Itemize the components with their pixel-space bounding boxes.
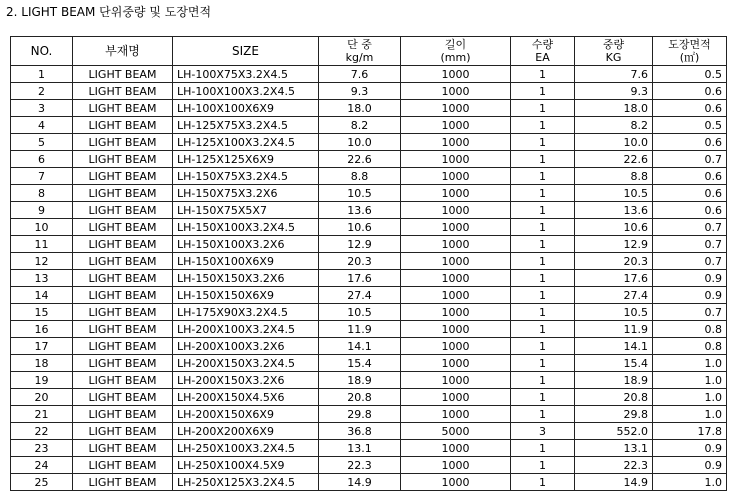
cell-size: LH-200X100X3.2X4.5 xyxy=(173,321,319,338)
col-header-paint-area xyxy=(653,37,727,66)
cell-size: LH-150X100X3.2X6 xyxy=(173,236,319,253)
cell-qty: 1 xyxy=(511,253,575,270)
cell-paint-area: 0.5 xyxy=(653,117,727,134)
table-row xyxy=(11,236,727,253)
qty-unit: EA xyxy=(535,51,550,64)
unit-weight-label: 단 중 xyxy=(347,38,372,51)
cell-paint-area: 0.6 xyxy=(653,83,727,100)
cell-length: 1000 xyxy=(401,117,511,134)
length-unit: (mm) xyxy=(440,51,471,64)
cell-qty: 1 xyxy=(511,100,575,117)
cell-size: LH-125X125X6X9 xyxy=(173,151,319,168)
cell-no: 24 xyxy=(11,457,73,474)
table-row xyxy=(11,83,727,100)
cell-weight: 8.2 xyxy=(575,117,653,134)
cell-length: 1000 xyxy=(401,338,511,355)
cell-member: LIGHT BEAM xyxy=(73,287,173,304)
cell-weight: 8.8 xyxy=(575,168,653,185)
cell-qty: 1 xyxy=(511,219,575,236)
cell-weight: 552.0 xyxy=(575,423,653,440)
cell-no: 3 xyxy=(11,100,73,117)
table-row xyxy=(11,219,727,236)
cell-weight: 14.9 xyxy=(575,474,653,491)
qty-label: 수량 xyxy=(531,38,554,51)
paint-area-label: 도장면적 xyxy=(668,38,711,51)
cell-paint-area: 0.7 xyxy=(653,219,727,236)
cell-member: LIGHT BEAM xyxy=(73,304,173,321)
cell-paint-area: 0.9 xyxy=(653,270,727,287)
cell-member: LIGHT BEAM xyxy=(73,253,173,270)
cell-length: 1000 xyxy=(401,287,511,304)
cell-weight: 15.4 xyxy=(575,355,653,372)
cell-weight: 20.8 xyxy=(575,389,653,406)
cell-weight: 10.6 xyxy=(575,219,653,236)
table-row xyxy=(11,389,727,406)
cell-paint-area: 1.0 xyxy=(653,389,727,406)
table-row xyxy=(11,185,727,202)
cell-length: 1000 xyxy=(401,457,511,474)
cell-weight: 10.5 xyxy=(575,304,653,321)
cell-qty: 1 xyxy=(511,304,575,321)
cell-unit-weight: 22.3 xyxy=(319,457,401,474)
cell-length: 1000 xyxy=(401,389,511,406)
col-header-member: 부재명 xyxy=(73,37,173,66)
cell-size: LH-150X100X3.2X4.5 xyxy=(173,219,319,236)
cell-size: LH-150X100X6X9 xyxy=(173,253,319,270)
weight-unit: KG xyxy=(605,51,622,64)
page-title: 2. LIGHT BEAM 단위중량 및 도장면적 xyxy=(6,5,212,19)
cell-member: LIGHT BEAM xyxy=(73,83,173,100)
cell-weight: 12.9 xyxy=(575,236,653,253)
cell-qty: 1 xyxy=(511,287,575,304)
cell-member: LIGHT BEAM xyxy=(73,202,173,219)
table-row xyxy=(11,440,727,457)
cell-paint-area: 0.6 xyxy=(653,100,727,117)
cell-no: 2 xyxy=(11,83,73,100)
cell-length: 1000 xyxy=(401,202,511,219)
cell-unit-weight: 11.9 xyxy=(319,321,401,338)
col-header-qty xyxy=(511,37,575,66)
cell-unit-weight: 20.3 xyxy=(319,253,401,270)
cell-unit-weight: 17.6 xyxy=(319,270,401,287)
table-row xyxy=(11,287,727,304)
cell-size: LH-100X100X6X9 xyxy=(173,100,319,117)
cell-weight: 18.0 xyxy=(575,100,653,117)
cell-size: LH-200X150X4.5X6 xyxy=(173,389,319,406)
table-row xyxy=(11,304,727,321)
table-row xyxy=(11,355,727,372)
col-header-no: NO. xyxy=(11,37,73,66)
cell-size: LH-125X100X3.2X4.5 xyxy=(173,134,319,151)
cell-unit-weight: 22.6 xyxy=(319,151,401,168)
cell-member: LIGHT BEAM xyxy=(73,66,173,83)
cell-no: 11 xyxy=(11,236,73,253)
cell-size: LH-150X75X3.2X6 xyxy=(173,185,319,202)
cell-member: LIGHT BEAM xyxy=(73,440,173,457)
cell-unit-weight: 27.4 xyxy=(319,287,401,304)
cell-size: LH-250X100X4.5X9 xyxy=(173,457,319,474)
cell-unit-weight: 13.6 xyxy=(319,202,401,219)
cell-no: 22 xyxy=(11,423,73,440)
cell-weight: 7.6 xyxy=(575,66,653,83)
cell-weight: 13.1 xyxy=(575,440,653,457)
cell-no: 20 xyxy=(11,389,73,406)
cell-member: LIGHT BEAM xyxy=(73,474,173,491)
weight-label: 중량 xyxy=(602,38,625,51)
cell-size: LH-250X125X3.2X4.5 xyxy=(173,474,319,491)
table-row xyxy=(11,66,727,83)
table-row xyxy=(11,338,727,355)
cell-weight: 9.3 xyxy=(575,83,653,100)
cell-length: 1000 xyxy=(401,253,511,270)
table-row xyxy=(11,372,727,389)
table-row xyxy=(11,270,727,287)
cell-length: 1000 xyxy=(401,406,511,423)
cell-no: 16 xyxy=(11,321,73,338)
cell-length: 1000 xyxy=(401,236,511,253)
cell-no: 8 xyxy=(11,185,73,202)
cell-unit-weight: 18.9 xyxy=(319,372,401,389)
cell-no: 4 xyxy=(11,117,73,134)
cell-length: 1000 xyxy=(401,168,511,185)
table-row xyxy=(11,100,727,117)
cell-no: 23 xyxy=(11,440,73,457)
header-row xyxy=(11,37,727,66)
cell-no: 17 xyxy=(11,338,73,355)
cell-unit-weight: 10.6 xyxy=(319,219,401,236)
cell-qty: 1 xyxy=(511,236,575,253)
cell-length: 1000 xyxy=(401,151,511,168)
cell-member: LIGHT BEAM xyxy=(73,406,173,423)
table-row xyxy=(11,474,727,491)
cell-size: LH-150X150X3.2X6 xyxy=(173,270,319,287)
cell-paint-area: 1.0 xyxy=(653,372,727,389)
cell-length: 1000 xyxy=(401,185,511,202)
unit-weight-unit: kg/m xyxy=(345,51,374,64)
cell-unit-weight: 15.4 xyxy=(319,355,401,372)
table-row xyxy=(11,406,727,423)
cell-no: 25 xyxy=(11,474,73,491)
cell-member: LIGHT BEAM xyxy=(73,117,173,134)
cell-qty: 1 xyxy=(511,389,575,406)
cell-size: LH-175X90X3.2X4.5 xyxy=(173,304,319,321)
cell-unit-weight: 14.9 xyxy=(319,474,401,491)
light-beam-table xyxy=(10,36,727,491)
cell-weight: 17.6 xyxy=(575,270,653,287)
cell-weight: 10.0 xyxy=(575,134,653,151)
cell-paint-area: 0.8 xyxy=(653,321,727,338)
cell-paint-area: 0.9 xyxy=(653,287,727,304)
cell-unit-weight: 29.8 xyxy=(319,406,401,423)
table-row xyxy=(11,321,727,338)
cell-unit-weight: 10.5 xyxy=(319,185,401,202)
cell-paint-area: 0.8 xyxy=(653,338,727,355)
col-header-length xyxy=(401,37,511,66)
cell-paint-area: 0.6 xyxy=(653,202,727,219)
cell-member: LIGHT BEAM xyxy=(73,168,173,185)
cell-paint-area: 0.7 xyxy=(653,253,727,270)
cell-weight: 13.6 xyxy=(575,202,653,219)
cell-size: LH-200X150X6X9 xyxy=(173,406,319,423)
table-row xyxy=(11,457,727,474)
cell-member: LIGHT BEAM xyxy=(73,423,173,440)
cell-unit-weight: 18.0 xyxy=(319,100,401,117)
cell-member: LIGHT BEAM xyxy=(73,151,173,168)
cell-member: LIGHT BEAM xyxy=(73,372,173,389)
cell-weight: 20.3 xyxy=(575,253,653,270)
cell-qty: 1 xyxy=(511,117,575,134)
length-label: 길이 xyxy=(444,38,467,51)
table-row xyxy=(11,423,727,440)
cell-unit-weight: 7.6 xyxy=(319,66,401,83)
cell-weight: 14.1 xyxy=(575,338,653,355)
cell-member: LIGHT BEAM xyxy=(73,457,173,474)
cell-qty: 1 xyxy=(511,168,575,185)
cell-unit-weight: 12.9 xyxy=(319,236,401,253)
cell-unit-weight: 14.1 xyxy=(319,338,401,355)
cell-no: 6 xyxy=(11,151,73,168)
cell-qty: 1 xyxy=(511,270,575,287)
cell-qty: 3 xyxy=(511,423,575,440)
cell-length: 1000 xyxy=(401,440,511,457)
cell-member: LIGHT BEAM xyxy=(73,134,173,151)
cell-member: LIGHT BEAM xyxy=(73,321,173,338)
table-row xyxy=(11,151,727,168)
cell-member: LIGHT BEAM xyxy=(73,100,173,117)
cell-weight: 27.4 xyxy=(575,287,653,304)
cell-unit-weight: 20.8 xyxy=(319,389,401,406)
cell-weight: 22.6 xyxy=(575,151,653,168)
cell-unit-weight: 10.0 xyxy=(319,134,401,151)
cell-qty: 1 xyxy=(511,202,575,219)
cell-length: 1000 xyxy=(401,134,511,151)
cell-size: LH-150X150X6X9 xyxy=(173,287,319,304)
cell-qty: 1 xyxy=(511,185,575,202)
cell-qty: 1 xyxy=(511,440,575,457)
cell-no: 21 xyxy=(11,406,73,423)
cell-size: LH-250X100X3.2X4.5 xyxy=(173,440,319,457)
cell-size: LH-100X75X3.2X4.5 xyxy=(173,66,319,83)
cell-unit-weight: 9.3 xyxy=(319,83,401,100)
table-body xyxy=(11,66,727,491)
cell-member: LIGHT BEAM xyxy=(73,219,173,236)
cell-weight: 18.9 xyxy=(575,372,653,389)
cell-qty: 1 xyxy=(511,83,575,100)
cell-paint-area: 0.5 xyxy=(653,66,727,83)
cell-unit-weight: 10.5 xyxy=(319,304,401,321)
col-header-unit-weight xyxy=(319,37,401,66)
cell-paint-area: 0.6 xyxy=(653,185,727,202)
cell-length: 5000 xyxy=(401,423,511,440)
cell-size: LH-200X100X3.2X6 xyxy=(173,338,319,355)
cell-size: LH-150X75X3.2X4.5 xyxy=(173,168,319,185)
cell-paint-area: 1.0 xyxy=(653,355,727,372)
cell-member: LIGHT BEAM xyxy=(73,338,173,355)
cell-member: LIGHT BEAM xyxy=(73,270,173,287)
cell-qty: 1 xyxy=(511,457,575,474)
cell-member: LIGHT BEAM xyxy=(73,185,173,202)
cell-paint-area: 17.8 xyxy=(653,423,727,440)
cell-paint-area: 0.6 xyxy=(653,168,727,185)
cell-length: 1000 xyxy=(401,66,511,83)
cell-no: 1 xyxy=(11,66,73,83)
cell-no: 12 xyxy=(11,253,73,270)
table-row xyxy=(11,134,727,151)
cell-qty: 1 xyxy=(511,355,575,372)
cell-qty: 1 xyxy=(511,134,575,151)
cell-length: 1000 xyxy=(401,270,511,287)
table-row xyxy=(11,168,727,185)
table-row xyxy=(11,253,727,270)
cell-size: LH-100X100X3.2X4.5 xyxy=(173,83,319,100)
cell-weight: 22.3 xyxy=(575,457,653,474)
col-header-weight xyxy=(575,37,653,66)
cell-no: 18 xyxy=(11,355,73,372)
cell-qty: 1 xyxy=(511,372,575,389)
cell-member: LIGHT BEAM xyxy=(73,389,173,406)
cell-paint-area: 1.0 xyxy=(653,474,727,491)
cell-weight: 29.8 xyxy=(575,406,653,423)
cell-no: 10 xyxy=(11,219,73,236)
cell-no: 19 xyxy=(11,372,73,389)
cell-qty: 1 xyxy=(511,474,575,491)
table-row xyxy=(11,202,727,219)
cell-no: 7 xyxy=(11,168,73,185)
cell-qty: 1 xyxy=(511,321,575,338)
cell-weight: 10.5 xyxy=(575,185,653,202)
cell-length: 1000 xyxy=(401,372,511,389)
cell-length: 1000 xyxy=(401,474,511,491)
cell-no: 5 xyxy=(11,134,73,151)
cell-paint-area: 0.7 xyxy=(653,151,727,168)
cell-unit-weight: 13.1 xyxy=(319,440,401,457)
paint-area-unit: (㎡) xyxy=(679,51,700,64)
cell-paint-area: 0.9 xyxy=(653,440,727,457)
cell-size: LH-125X75X3.2X4.5 xyxy=(173,117,319,134)
cell-length: 1000 xyxy=(401,100,511,117)
cell-qty: 1 xyxy=(511,406,575,423)
cell-length: 1000 xyxy=(401,83,511,100)
cell-size: LH-150X75X5X7 xyxy=(173,202,319,219)
cell-no: 13 xyxy=(11,270,73,287)
cell-size: LH-200X150X3.2X4.5 xyxy=(173,355,319,372)
cell-paint-area: 0.9 xyxy=(653,457,727,474)
cell-member: LIGHT BEAM xyxy=(73,355,173,372)
cell-paint-area: 0.7 xyxy=(653,304,727,321)
cell-unit-weight: 8.2 xyxy=(319,117,401,134)
cell-unit-weight: 8.8 xyxy=(319,168,401,185)
cell-length: 1000 xyxy=(401,355,511,372)
table-row xyxy=(11,117,727,134)
cell-size: LH-200X150X3.2X6 xyxy=(173,372,319,389)
cell-no: 9 xyxy=(11,202,73,219)
cell-member: LIGHT BEAM xyxy=(73,236,173,253)
cell-length: 1000 xyxy=(401,219,511,236)
cell-paint-area: 0.7 xyxy=(653,236,727,253)
cell-length: 1000 xyxy=(401,304,511,321)
cell-weight: 11.9 xyxy=(575,321,653,338)
cell-paint-area: 0.6 xyxy=(653,134,727,151)
cell-no: 14 xyxy=(11,287,73,304)
cell-size: LH-200X200X6X9 xyxy=(173,423,319,440)
col-header-size: SIZE xyxy=(173,37,319,66)
cell-qty: 1 xyxy=(511,151,575,168)
cell-no: 15 xyxy=(11,304,73,321)
cell-paint-area: 1.0 xyxy=(653,406,727,423)
cell-qty: 1 xyxy=(511,66,575,83)
cell-length: 1000 xyxy=(401,321,511,338)
cell-unit-weight: 36.8 xyxy=(319,423,401,440)
cell-qty: 1 xyxy=(511,338,575,355)
